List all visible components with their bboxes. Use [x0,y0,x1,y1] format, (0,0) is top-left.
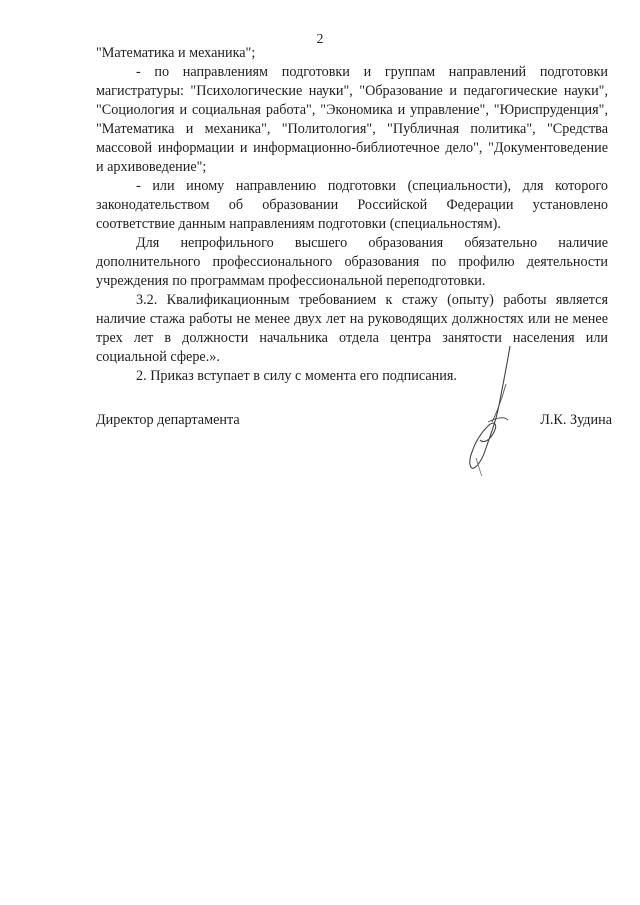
paragraph-order-effective: 2. Приказ вступает в силу с момента его подписания. [136,368,457,384]
signatory-title: Директор департамента [96,412,240,428]
paragraph-experience-requirement: 3.2. Квалификационным требованием к стажу (опыту) работы является наличие стажа работы не менее двух лет на руководящих должностях или не менее трех лет в должности начальника отдела центра занятости населения или социальной сфере.». [96,292,608,365]
signatory-name: Л.К. Зудина [540,412,612,428]
page-number: 2 [316,32,324,47]
paragraph-continuation: "Математика и механика"; [96,45,256,61]
paragraph-non-profile-education: Для непрофильного высшего образования обязательно наличие дополнительного профессионального образования по профилю деятельности учреждения по программам профессиональной переподготовки. [96,235,608,289]
document-body [96,44,608,386]
paragraph-other-direction: - или иному направлению подготовки (специальности), для которого законодательством об образовании Российской Федерации установлено соответствие данным направлениям подготовки (специальностям). [96,178,608,232]
paragraph-master-directions: - по направлениям подготовки и группам направлений подготовки магистратуры: "Психологические науки", "Образование и педагогические науки", "Социология и социальная работа", "Экономика и управление", "Юриспруденция", "Математика и механика", "Политология", "Публичная политика", "Средства массовой информации и информационно-библиотечное дело", "Документоведение и архивоведение"; [96,64,608,175]
handwritten-signature-icon [448,340,528,480]
